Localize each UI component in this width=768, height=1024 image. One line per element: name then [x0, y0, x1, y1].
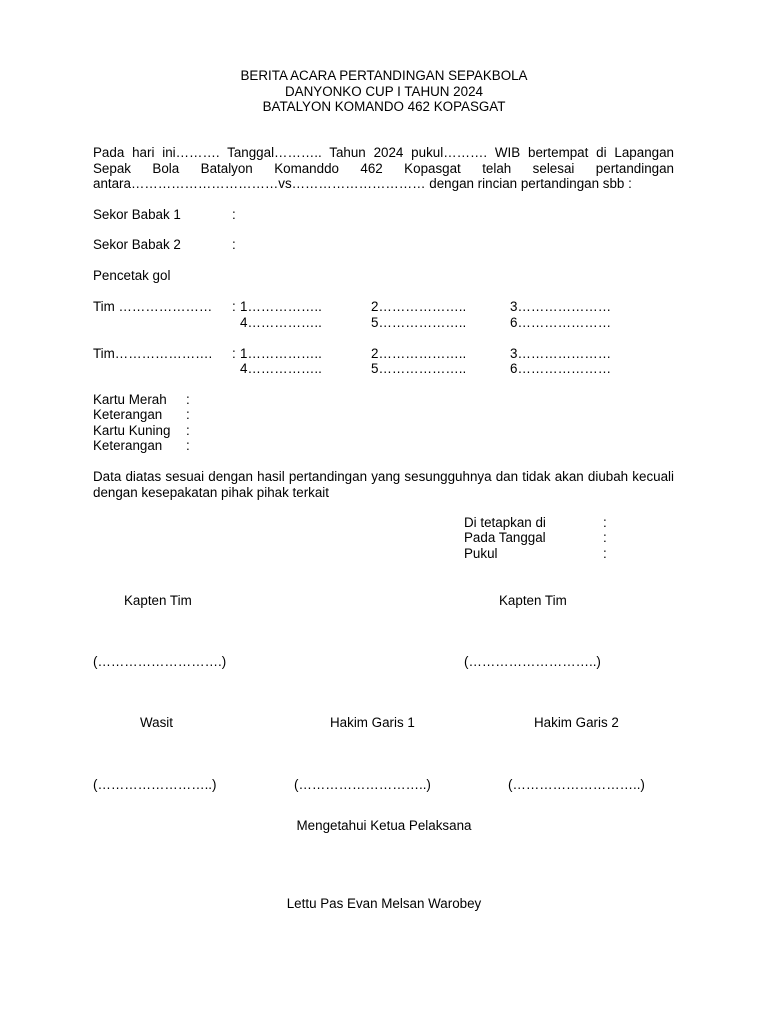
team-1-scorer-slot: 4……………..: [240, 315, 322, 330]
red-card-label: Kartu Merah: [93, 392, 167, 407]
score-half-2-colon: :: [232, 237, 236, 252]
team-1-colon: :: [232, 299, 236, 314]
team-2-colon: :: [232, 346, 236, 361]
team-1-scorer-slot: 5………………..: [371, 315, 467, 330]
team-2-scorer-slot: 1……………..: [240, 346, 322, 361]
team-2-label: Tim………………….: [93, 346, 213, 361]
document-title: [0, 68, 768, 115]
chairman-name: Lettu Pas Evan Melsan Warobey: [286, 896, 482, 911]
team-2-scorer-slot: 5………………..: [371, 361, 467, 376]
score-half-1-label: Sekor Babak 1: [93, 207, 181, 222]
linesman-2-label: Hakim Garis 2: [534, 715, 619, 730]
team-2-scorer-slot: 6…………………: [510, 361, 612, 376]
scorers-label: Pencetak gol: [93, 268, 171, 283]
team-2-scorer-slot: 2………………..: [371, 346, 467, 361]
issued-time-colon: :: [603, 546, 607, 561]
red-card-colon: :: [186, 392, 190, 407]
intro-paragraph: Pada hari ini………. Tanggal……….. Tahun 2024 pukul………. WIB bertempat di Lapangan Sepak Bola Batalyon Komanddo 462 Kopasgat telah selesai pertandingan antara……………………………vs………………………… dengan rincian pertandingan sbb :: [93, 145, 674, 191]
team-1-scorer-slot: 6…………………: [510, 315, 612, 330]
issued-place-label: Di tetapkan di: [464, 515, 546, 530]
title-line-2: DANYONKO CUP I TAHUN 2024: [285, 83, 483, 99]
team-2-scorer-slot: 4……………..: [240, 361, 322, 376]
issued-place-colon: :: [603, 515, 607, 530]
captain-1-signature-blank: (……………………….): [93, 654, 227, 669]
captain-2-label: Kapten Tim: [499, 593, 567, 608]
linesman-1-signature-blank: (………………………..): [294, 777, 431, 792]
red-card-note-label: Keterangan: [93, 407, 163, 422]
title-line-3: BATALYON KOMANDO 462 KOPASGAT: [262, 99, 506, 114]
team-1-scorer-slot: 2………………..: [371, 299, 467, 314]
issued-date-colon: :: [603, 530, 607, 545]
score-half-2-label: Sekor Babak 2: [93, 237, 181, 252]
referee-label: Wasit: [140, 715, 173, 730]
linesman-2-signature-blank: (………………………..): [508, 777, 645, 792]
team-1-label: Tim …………………: [93, 299, 213, 314]
title-line-1: BERITA ACARA PERTANDINGAN SEPAKBOLA: [240, 68, 528, 83]
yellow-card-colon: :: [186, 423, 190, 438]
yellow-card-label: Kartu Kuning: [93, 423, 171, 438]
yellow-card-note-colon: :: [186, 438, 190, 453]
issued-date-label: Pada Tanggal: [464, 530, 546, 545]
captain-2-signature-blank: (………………………..): [464, 654, 601, 669]
team-1-scorer-slot: 3…………………: [510, 299, 612, 314]
captain-1-label: Kapten Tim: [124, 593, 192, 608]
team-2-scorer-slot: 3…………………: [510, 346, 612, 361]
statement-paragraph: Data diatas sesuai dengan hasil pertandingan yang sesungguhnya dan tidak akan diubah kecuali dengan kesepakatan pihak pihak terkait: [93, 469, 674, 500]
red-card-note-colon: :: [186, 407, 190, 422]
team-1-scorer-slot: 1……………..: [240, 299, 322, 314]
yellow-card-note-label: Keterangan: [93, 438, 163, 453]
linesman-1-label: Hakim Garis 1: [330, 715, 415, 730]
referee-signature-blank: (……………………..): [93, 777, 217, 792]
acknowledge-label: Mengetahui Ketua Pelaksana: [296, 818, 472, 833]
issued-time-label: Pukul: [464, 546, 498, 561]
score-half-1-colon: :: [232, 207, 236, 222]
